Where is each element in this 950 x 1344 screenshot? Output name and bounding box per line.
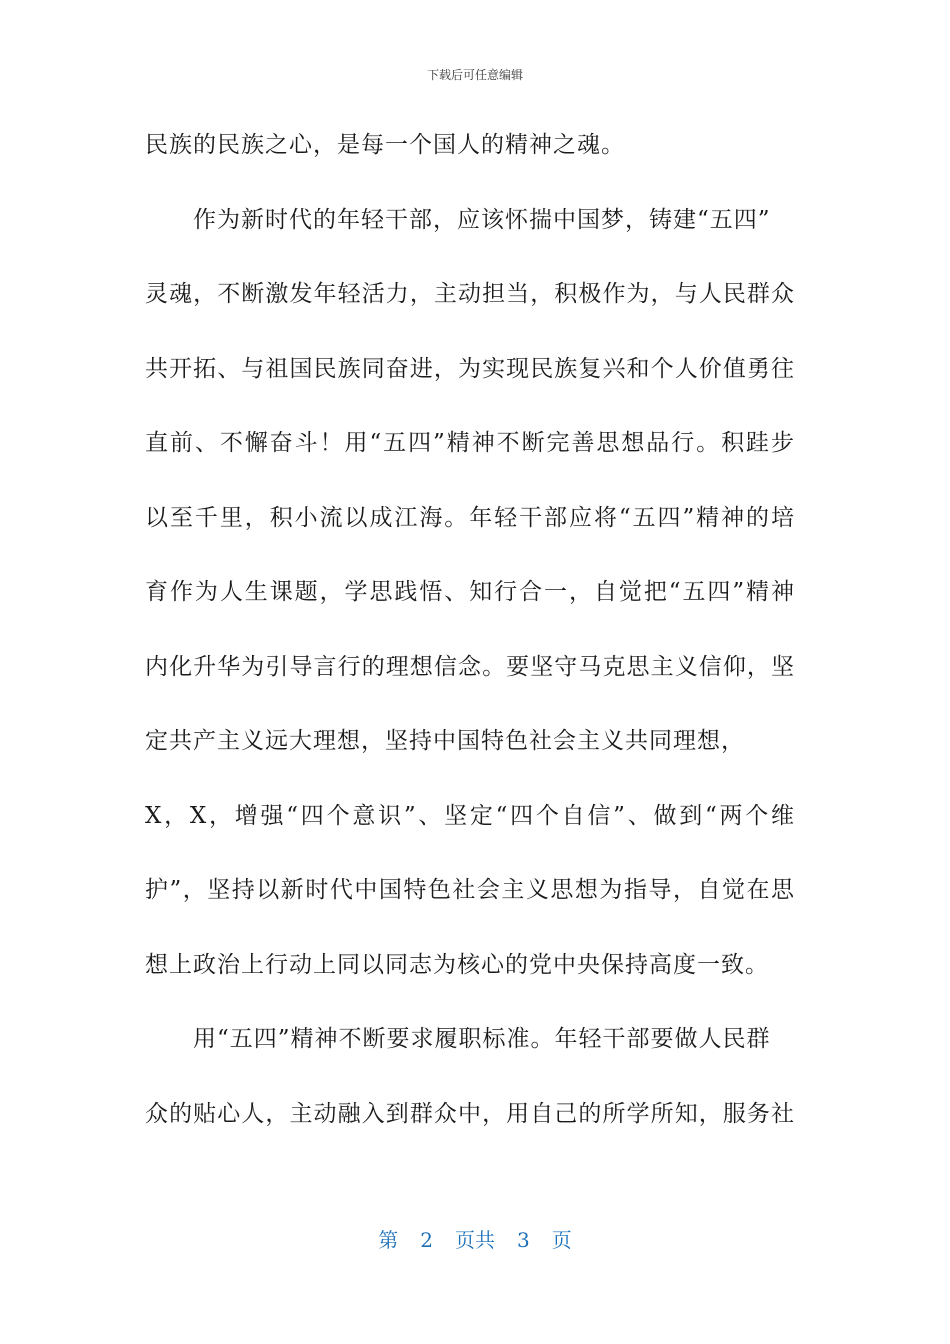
text-line: 内化升华为引导言行的理想信念。要坚守马克思主义信仰，坚 <box>145 653 795 680</box>
text-line: 众的贴心人，主动融入到群众中，用自己的所学所知，服务社 <box>145 1100 795 1127</box>
text-line: 以至千里，积小流以成江海。年轻干部应将“五四”精神的培 <box>145 504 795 531</box>
document-body <box>145 125 795 1168</box>
text-line: 育作为人生课题，学思践悟、知行合一，自觉把“五四”精神 <box>145 579 795 605</box>
page-suffix: 页 <box>551 1228 572 1252</box>
text-line: 定共产主义远大理想，坚持中国特色社会主义共同理想， <box>145 728 745 754</box>
text-line: 共开拓、与祖国民族同奋进，为实现民族复兴和个人价值勇往 <box>145 355 795 382</box>
text-line: 直前、不懈奋斗！用“五四”精神不断完善思想品行。积跬步 <box>145 430 795 456</box>
text-line: 护”，坚持以新时代中国特色社会主义思想为指导，自觉在思 <box>145 877 795 903</box>
total-pages-number: 3 <box>517 1228 530 1252</box>
paragraph-start-line: 作为新时代的年轻干部，应该怀揣中国梦，铸建“五四” <box>193 206 771 233</box>
paragraph-start-line: 用“五四”精神不断要求履职标准。年轻干部要做人民群 <box>193 1026 771 1052</box>
text-line: 想上政治上行动上同以同志为核心的党中央保持高度一致。 <box>145 951 769 978</box>
current-page-number: 2 <box>420 1228 433 1252</box>
page-mid: 页共 <box>455 1228 495 1252</box>
header-note: 下载后可任意编辑 <box>426 68 523 82</box>
text-line: 灵魂，不断激发年轻活力，主动担当，积极作为，与人民群众 <box>145 281 795 307</box>
text-line: X，X，增强“四个意识”、坚定“四个自信”、做到“两个维 <box>145 802 795 829</box>
page-prefix: 第 <box>378 1228 399 1252</box>
page-number-footer <box>0 1224 950 1253</box>
text-line: 民族的民族之心，是每一个国人的精神之魂。 <box>145 132 625 158</box>
